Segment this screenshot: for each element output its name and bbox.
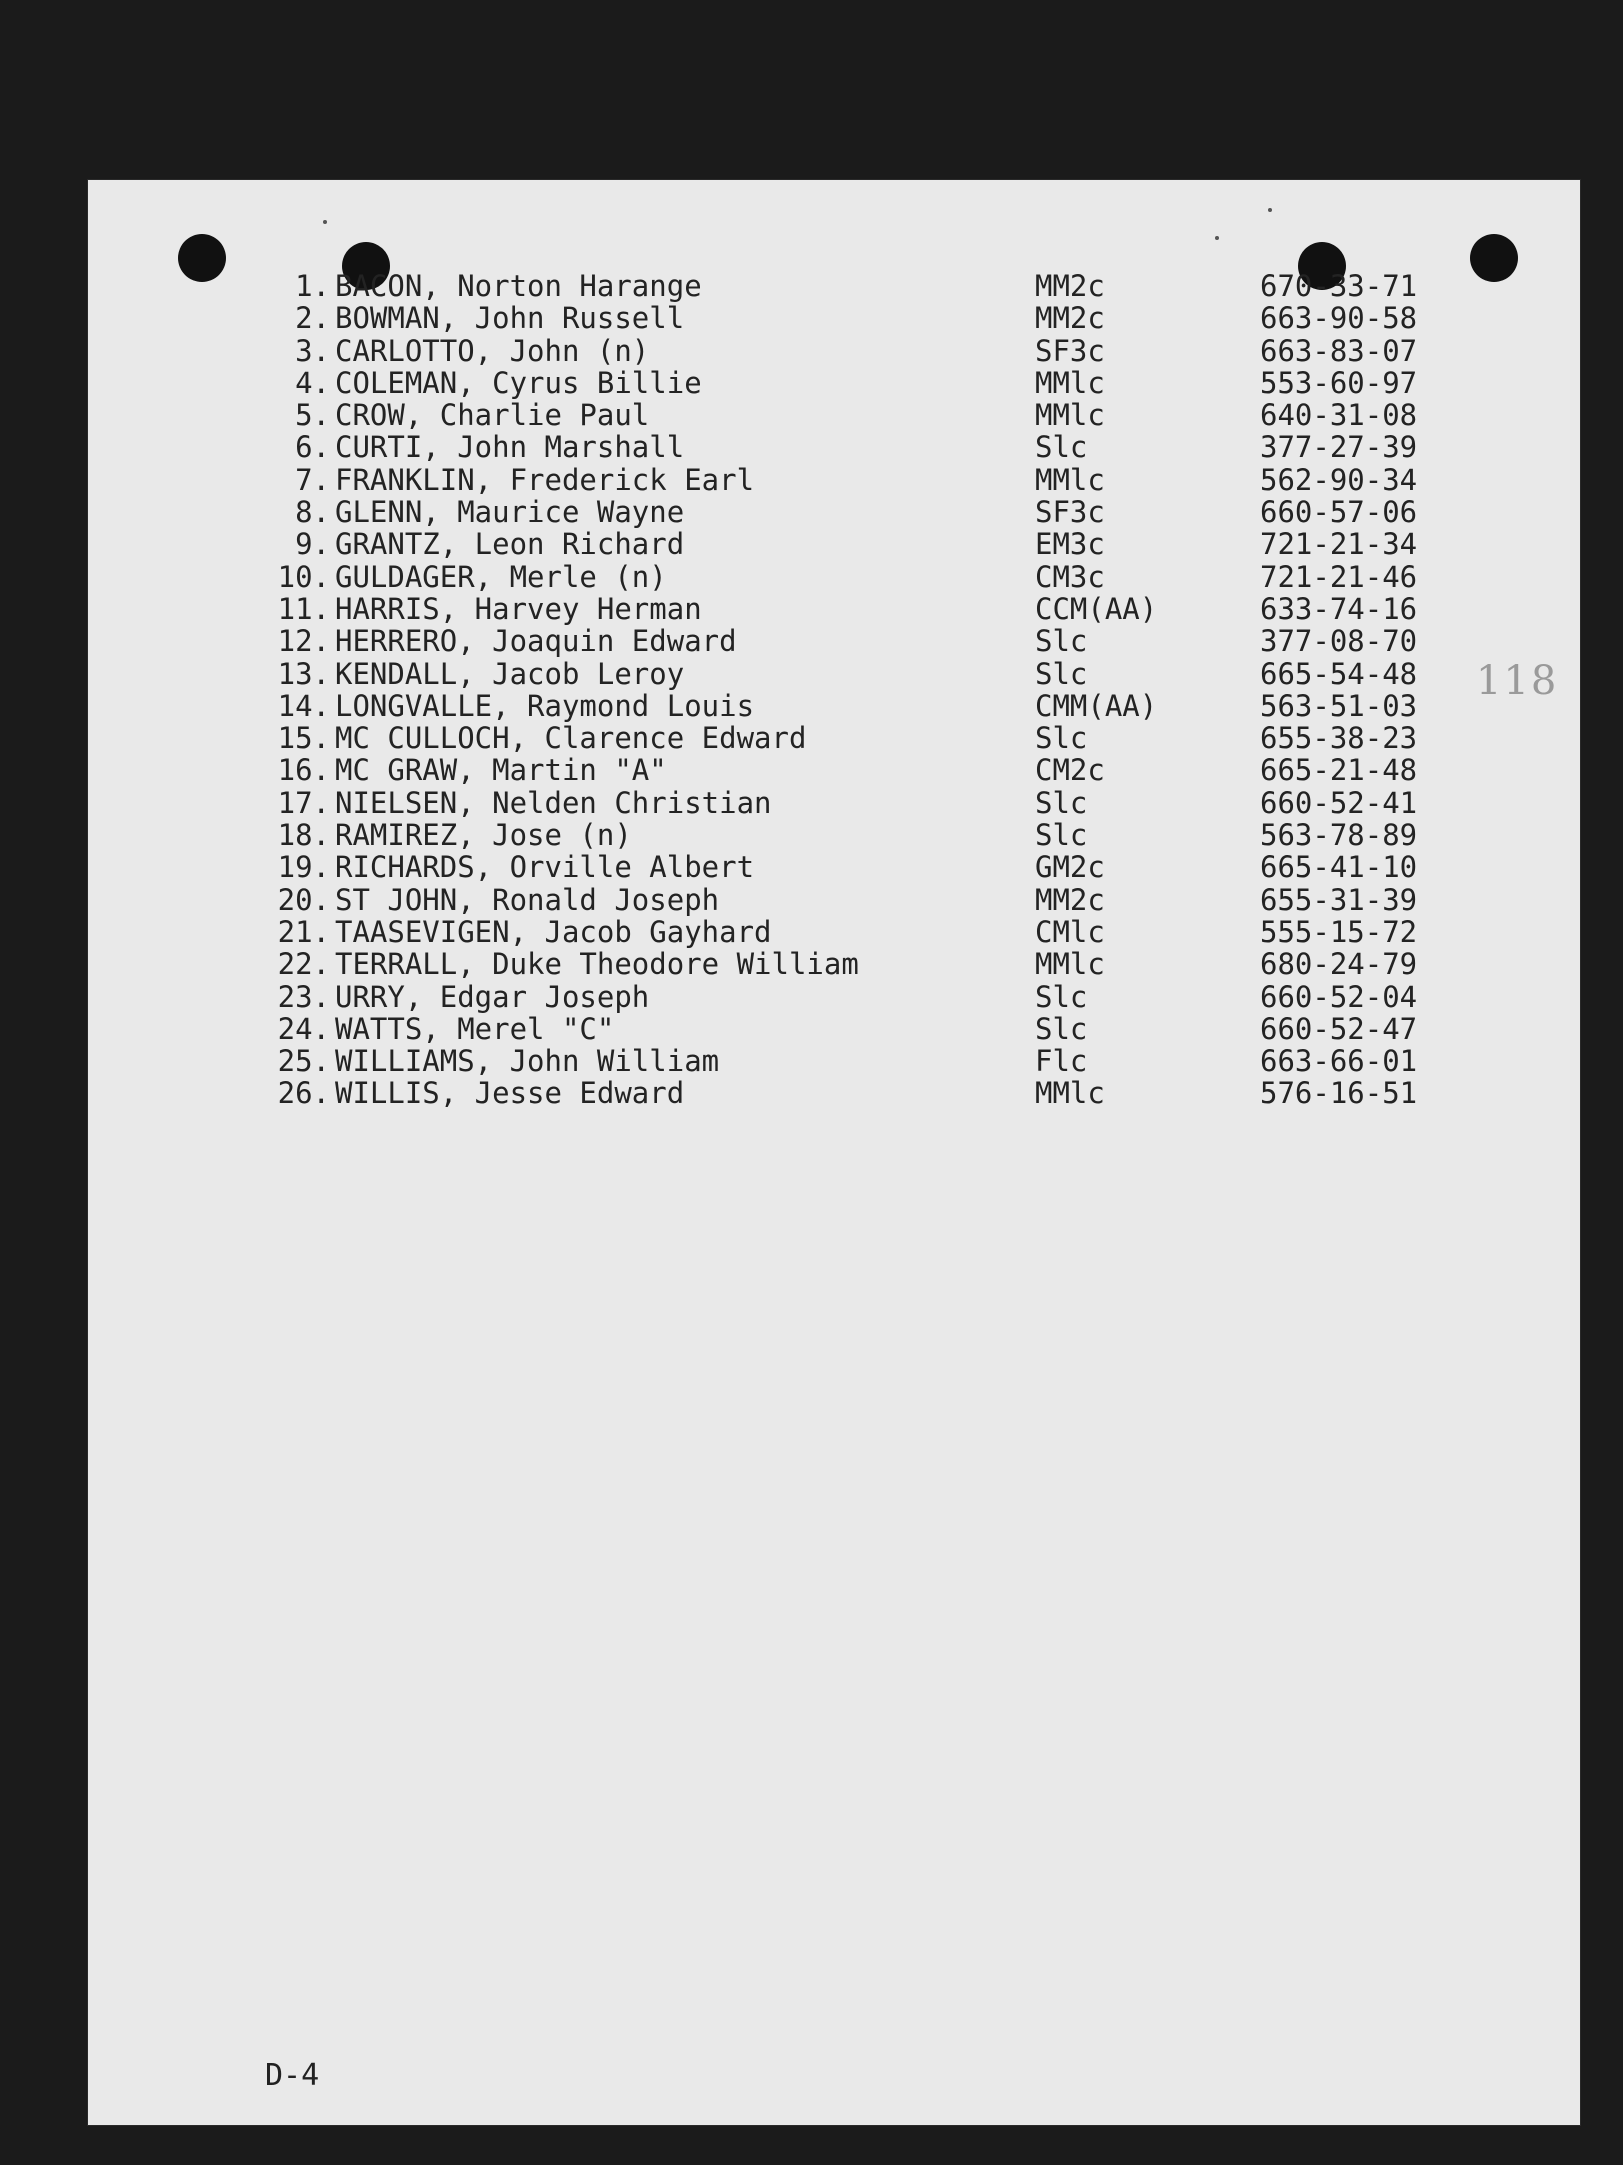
service-number: 655-38-23	[1260, 721, 1418, 756]
rating: EM3c	[1035, 527, 1105, 562]
crew-name: GULDAGER, Merle (n)	[335, 559, 667, 594]
crew-name: GLENN, Maurice Wayne	[335, 495, 685, 530]
crew-name: TERRALL, Duke Theodore William	[335, 947, 859, 982]
punch-hole	[1470, 234, 1518, 282]
service-number: 563-51-03	[1260, 688, 1418, 723]
rating: Slc	[1035, 785, 1088, 820]
row-number: 7.	[295, 462, 330, 497]
rating: SF3c	[1035, 495, 1105, 530]
row-number: 6.	[295, 430, 330, 465]
service-number: 680-24-79	[1260, 947, 1418, 982]
row-number: 12.	[277, 624, 330, 659]
rating: CMlc	[1035, 914, 1105, 949]
rating: CM3c	[1035, 559, 1105, 594]
rating: Slc	[1035, 721, 1088, 756]
service-number: 670-33-71	[1260, 269, 1418, 303]
row-number: 20.	[277, 882, 330, 917]
page-number-annotation: 118	[1476, 658, 1559, 704]
rating: Slc	[1035, 979, 1088, 1014]
crew-name: MC GRAW, Martin "A"	[335, 753, 667, 788]
service-number: 721-21-46	[1260, 559, 1418, 594]
service-number: 655-31-39	[1260, 882, 1418, 917]
rating: Flc	[1035, 1044, 1088, 1079]
crew-name: TAASEVIGEN, Jacob Gayhard	[335, 914, 772, 949]
rating: MMlc	[1035, 365, 1105, 400]
row-number: 18.	[277, 818, 330, 853]
rating: Slc	[1035, 818, 1088, 853]
row-number: 23.	[277, 979, 330, 1014]
row-number: 17.	[277, 785, 330, 820]
service-number: 555-15-72	[1260, 914, 1418, 949]
row-number: 11.	[277, 591, 330, 626]
service-number: 663-83-07	[1260, 333, 1418, 368]
row-number: 2.	[295, 301, 330, 336]
crew-name: MC CULLOCH, Clarence Edward	[335, 721, 807, 756]
crew-name: HARRIS, Harvey Herman	[335, 591, 702, 626]
service-number: 660-52-04	[1260, 979, 1418, 1014]
crew-name: WILLIS, Jesse Edward	[335, 1076, 685, 1111]
crew-name: RAMIREZ, Jose (n)	[335, 818, 632, 853]
service-number: 665-21-48	[1260, 753, 1418, 788]
rating: CCM(AA)	[1035, 591, 1158, 626]
service-number: 660-57-06	[1260, 495, 1418, 530]
service-number: 377-08-70	[1260, 624, 1418, 659]
service-number: 665-54-48	[1260, 656, 1418, 691]
crew-name: BACON, Norton Harange	[335, 269, 702, 303]
service-number: 377-27-39	[1260, 430, 1418, 465]
row-number: 3.	[295, 333, 330, 368]
paper-speck	[1215, 236, 1219, 240]
rating: CMM(AA)	[1035, 688, 1158, 723]
row-number: 25.	[277, 1044, 330, 1079]
service-number: 665-41-10	[1260, 850, 1418, 885]
rating: MM2c	[1035, 882, 1105, 917]
service-number: 640-31-08	[1260, 398, 1418, 433]
service-number: 663-90-58	[1260, 301, 1418, 336]
rating: MMlc	[1035, 1076, 1105, 1111]
crew-name: CURTI, John Marshall	[335, 430, 685, 465]
row-number: 26.	[277, 1076, 330, 1111]
row-number: 16.	[277, 753, 330, 788]
rating: Slc	[1035, 430, 1088, 465]
rating: MMlc	[1035, 462, 1105, 497]
service-number: 563-78-89	[1260, 818, 1418, 853]
crew-name: FRANKLIN, Frederick Earl	[335, 462, 755, 497]
rating: MMlc	[1035, 398, 1105, 433]
service-number: 633-74-16	[1260, 591, 1418, 626]
row-number: 22.	[277, 947, 330, 982]
service-number: 660-52-41	[1260, 785, 1418, 820]
rating: CM2c	[1035, 753, 1105, 788]
service-number: 660-52-47	[1260, 1011, 1418, 1046]
row-number: 19.	[277, 850, 330, 885]
row-number: 9.	[295, 527, 330, 562]
row-number: 24.	[277, 1011, 330, 1046]
paper-speck	[323, 220, 327, 224]
service-number: 553-60-97	[1260, 365, 1418, 400]
rating: SF3c	[1035, 333, 1105, 368]
row-number: 21.	[277, 914, 330, 949]
crew-name: WATTS, Merel "C"	[335, 1011, 615, 1046]
row-number: 10.	[277, 559, 330, 594]
crew-name: GRANTZ, Leon Richard	[335, 527, 685, 562]
rating: MMlc	[1035, 947, 1105, 982]
row-number: 8.	[295, 495, 330, 530]
rating: GM2c	[1035, 850, 1105, 885]
row-number: 4.	[295, 365, 330, 400]
rating: MM2c	[1035, 269, 1105, 303]
service-number: 562-90-34	[1260, 462, 1418, 497]
crew-name: HERRERO, Joaquin Edward	[335, 624, 737, 659]
crew-name: URRY, Edgar Joseph	[335, 979, 650, 1014]
service-number: 721-21-34	[1260, 527, 1418, 562]
document-code: D-4	[265, 2058, 320, 2093]
crew-name: ST JOHN, Ronald Joseph	[335, 882, 720, 917]
row-number: 15.	[277, 721, 330, 756]
punch-hole	[178, 234, 226, 282]
row-number: 1.	[295, 269, 330, 303]
service-number: 576-16-51	[1260, 1076, 1418, 1111]
service-number: 663-66-01	[1260, 1044, 1418, 1079]
rating: MM2c	[1035, 301, 1105, 336]
rating: Slc	[1035, 624, 1088, 659]
crew-name: CARLOTTO, John (n)	[335, 333, 650, 368]
crew-name: NIELSEN, Nelden Christian	[335, 785, 772, 820]
crew-name: BOWMAN, John Russell	[335, 301, 685, 336]
crew-name: RICHARDS, Orville Albert	[335, 850, 755, 885]
crew-name: KENDALL, Jacob Leroy	[335, 656, 685, 691]
row-number: 14.	[277, 688, 330, 723]
rating: Slc	[1035, 1011, 1088, 1046]
crew-name: COLEMAN, Cyrus Billie	[335, 365, 702, 400]
crew-name: CROW, Charlie Paul	[335, 398, 650, 433]
crew-name: WILLIAMS, John William	[335, 1044, 720, 1079]
paper-speck	[1268, 208, 1272, 212]
row-number: 13.	[277, 656, 330, 691]
row-number: 5.	[295, 398, 330, 433]
crew-name: LONGVALLE, Raymond Louis	[335, 688, 755, 723]
rating: Slc	[1035, 656, 1088, 691]
